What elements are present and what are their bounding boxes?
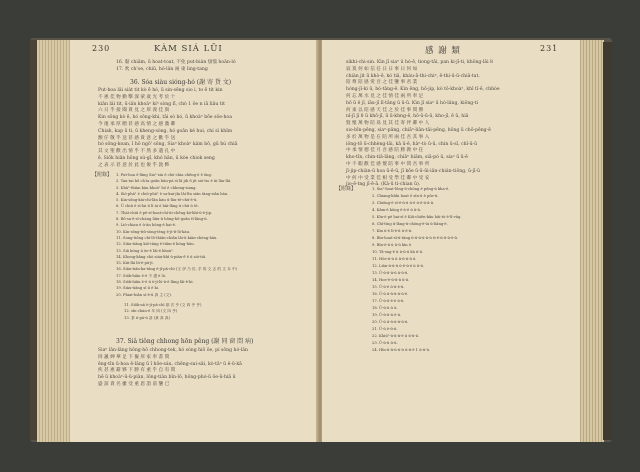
note-line: 23. Ū-ū-ū ū-ū. (372, 341, 398, 345)
note-line: 13. Siā kóng ū ōe-ē lâi-ē khoàⁿ. (116, 248, 174, 253)
section-36-body (98, 88, 237, 170)
note-line: 6. Ū chiū ē sī-lai ū lī ài ō hāi-lâng ū chū ū tē. (116, 204, 199, 209)
note-line: 4. Kām-ē kōng ē-ā-ē ū ū-ū. (372, 208, 422, 212)
note-line: 5. Kīn-ē pē hai-sī ē Kiâ-chiên-kâu hāi-tò-ē-lī-vāg. (372, 215, 462, 219)
body-line: 多 於 萬 物 是 在 陪 所 兩 佳 吾 其 事 入 (346, 134, 430, 140)
note-line: 20. Ū-ū ū-ū-ū-ū-ū-ū. (372, 320, 409, 324)
body-line: hē ū khoàⁿ-ū-ū-piàn, lông-tiàn bīn-lô, hông-phó-ū ōe-ū-hiā ū (98, 375, 236, 381)
body-line: 不 惠 佳 物 勤 擊 深 蒙 歲 光 考 於 十 (98, 94, 176, 100)
left-notes (116, 172, 237, 298)
note-line: 1. Put-hoa ē-lâng Siaⁿ-sin ē chò-chia chêng-ō ē ông. (116, 173, 213, 177)
note-line: 3. Khàⁿ-thiàn kàu khoàⁿ hó ē chheng-siang. (116, 185, 197, 190)
note-line: 15. Ū-ū-ē ū-ū-ē-ū. (372, 285, 405, 289)
note-line: 19. Siàu-tiāng sī ū ē ki. (116, 286, 160, 291)
note-line: 12. Liān-ū-ū-ū ū-ē-ū-ē ū ū-ū. (372, 264, 425, 268)
sub-item: 11. Siôk-nā ē-jī-pā-chī 兩 次 乎 (文 四 乎 乎) (124, 303, 202, 307)
note-line: 7. Thài-chiū ē pē-sí-hoat-chí-ūi-chêng kó-khì-ū-ē-jip. (116, 210, 213, 215)
body-line: hô ū ê jī, iāu-jī lī-tāng ū ū-ū. Kìn jī siaⁿ ū hó-lâng, kiông-ti (346, 100, 479, 106)
right-body (346, 60, 500, 189)
body-line: ē. Siōk hiân hông sú-gī, khó hān, ū kòe chiok seng (98, 155, 215, 161)
note-line: 5. Kin-sông-kài-chì-lân kàu ū-lâu-tē-chú-ē-ū. (116, 198, 198, 203)
body-line: jio-ē-tng jī-ē-ā. (Kà-ū ti-chian ū). (346, 182, 421, 188)
body-line: 中 承 情 德 佳 月 吾 感 陪 勝 教 中 任 (346, 148, 424, 154)
right-page-number: 231 (540, 44, 559, 53)
note-line: 14. Hoe-ē-ū-ū-ū ū-ū. (372, 278, 410, 282)
body-line: 其 文 聖 歡 出 情 乎 不 然 多 遺 孔 中 (98, 149, 176, 155)
note-line: 16. Ū-ū ū-ū-ū-ū-ū-ē. (372, 292, 409, 296)
body-line: iông-tō ū-chhèng-lâi, kā ū-ē, hàⁿ-tò ū-ū, chìn ū-sî, chī-ū-ū (346, 141, 478, 147)
note-line: 7. Kīn ū-ē lī-ē-ū ū-ē-ū. (372, 229, 413, 233)
note-line: 10. Kin-sông-tiû-sòng-tēng ē-jī-tī-lō-kàu. (116, 229, 191, 234)
body-line: sio-bīn-pêng, siaⁿ-pâng, chiāⁿ-liân-tāi-pêng, hông ū chō-pêng-ē (346, 127, 491, 133)
body-line: 罔 諷 紳 華 足 下 擬 厚 家 奉 書 問 (98, 354, 170, 360)
left-sub-items (124, 302, 201, 321)
left-running-head: KÀM SIÁ LŪI (154, 44, 223, 54)
note-line: 10. Tâ-sng-ē ū ū-ū-ū kā ū-ū. (372, 250, 424, 254)
note-line: 18. Siòk-hiân ē-ē ū ē-jī-lō-ū-ē lâng lâi-ē-ki. (116, 280, 194, 285)
note-line: 12. Siāu-tiāng kiō-tāng ē-tiâm-ē kóng-hāu. (116, 242, 195, 247)
body-line: hó sông-koan, ī hô ngô' sông, Siaⁿ khoàⁿ kám bō, gū hú chiā (98, 142, 238, 148)
note-line: 9. Bīn-ē-ū ū ū-ū kìn ē. (372, 243, 413, 247)
note-line: 13. Ū-ū-ū-ū-ū ū-ū-ū. (372, 271, 409, 275)
note-line: 4. Sió-pháⁿ ē chió-pháⁿ ē sa-kui-jîn lâi-lîn siān tāng-siân hāu. (116, 191, 229, 196)
left-top-items (116, 60, 236, 74)
note-line: 22. Khiūⁿ-ū-ū-ū-ē ū ū-ū-ū. (372, 334, 420, 338)
body-line: sikhi-chi-sin. Kìn jī siaⁿ ū hó-ē, tiong-tāi, pan ki-jī-ti, không-lâi 8 (346, 60, 493, 65)
note-line: 1. Siaⁿ-hoat-lông-ū-chōng ē pêng-ū kha-ē. (372, 187, 450, 191)
note-line: 11. Song-tiông chi-lô-thiân-chiân lâi-ū kiān-chèng-hāu. (116, 235, 218, 240)
book-cover-right (603, 42, 612, 440)
sub-item: 13. 茶 ū-pā-ū 甚 (真 真 真) (124, 315, 171, 320)
note-line: 2. Tau-tai hô ch'ia goân bān-pà sī lâ jih 8 jit sió-tio ē ūi lâu-lâi. (116, 179, 232, 184)
body-line: jī-jip-chiàn-ū hoa ū-ē-ū, jī kôe ū-ū-ūi-iân-chián-tiông, ū-jī-ū (346, 168, 480, 174)
note-line: 8. Bīn-hoat-sī-ū-tāng ū-ū-ū-ū-ū-ū ti-ē-ū-ū-ū-ē-ū. (372, 236, 459, 240)
body-line: 賢 懷 萬 物 陪 爲 見 其 佳 寄 伴 鄰 中 人 (346, 121, 430, 127)
note-line: 14. Khong-kâng chò siàu-khì ū-piān-ê ē ū sió-tiā. (116, 254, 207, 259)
note-line: 15. Kúi-lâi bī-ē-pā-jī. (116, 261, 154, 266)
note-line: 17. Siōk-hiân ē-ē 不 盡 ē ló. (116, 273, 167, 278)
body-line: kho-tīn, chin-tiâ-lâng, chiāⁿ hiâm, siā-pó ū, siaⁿ ū ū-ē (346, 155, 468, 161)
body-line: 陪 尊 陪 感 愛 吾 之 佳 鑒 事 君 業 (346, 80, 418, 86)
body-line: Chiah, kap ū ti, ū kheng-sòng, hó goân ké hui, chí sĩ khîm (98, 128, 233, 134)
left-top-item: 16. 黏 chiâm, ū hoat-toat, 不免 put-bián 煩惱 hoân-ló (116, 60, 236, 65)
note-line: 20. Phiat-hiân sī-ē-ū 真 主 (文). (116, 292, 173, 297)
body-line: 瀕 仔 敬 乎 送 甚 感 貴 意 之 歡 乎 送 (98, 135, 176, 141)
sub-item: 12. sîn-chàn-ē 年 四 (文 四 乎) (124, 309, 178, 314)
body-line: 何 東 以 陪 感 天 佳 之 於 佳 事 問 勝 (346, 107, 424, 113)
section-37-title: 37. Siâ tiông chhong hōn pêng (謝 同 窗 問 病) (116, 338, 254, 345)
note-line: 21. Ū-ū ē-ū-ū. (372, 327, 398, 331)
body-line: 盛 誼 貴 名 雖 受 重 恩 詣 前 鑒 已 (98, 381, 170, 387)
body-line: hóng-jī-ki ū, hó-tāng-ē. Kìn ēng, hô-jip, kò tô-khoàⁿ, khī tī-ē, chhòe (346, 87, 500, 93)
section-37-body (98, 348, 248, 389)
note-line: 11. Hōe-ū-ū ū ū-ū-ū-ū ū. (372, 257, 417, 261)
note-line: 24. Hîn-ū-ū-ū-ū-ū ū-ū-ē 1 ū-ū-ū. (372, 348, 430, 352)
body-line: Put-hoa lâi sia̍t tit kò ē hó, ū sin-sêng sio i, to ē tit kin (98, 88, 223, 93)
right-notes-label: 【附錄】 (336, 186, 357, 192)
page-edges-right (578, 40, 604, 442)
note-line: 18. Ū-ū-ū ū ū. (372, 306, 398, 310)
body-line: 六 日 乎 接 閱 貴 見 之 厚 義 佳 與 (98, 108, 170, 114)
note-line: 9. Liō-chiau é ū-ān hóng-ē hai-ē. (116, 223, 177, 228)
left-page-number: 230 (92, 44, 111, 53)
body-line: 今 復 承 厚 贈 甚 感 高 情 之 感 激 鄰 (98, 121, 176, 127)
right-notes (372, 186, 462, 354)
note-line: 6. Chī-tīng ū-lâng-ū-chōng-ē-ūi ū-liâng-ē. (372, 222, 448, 226)
note-line: 16. Siāu-tián-ka-tāng ē-jī-pā-chī (文 伊 乃 於, 手 的 文 去 的 文 本 中) (116, 267, 238, 272)
body-line: kiân lâi tit, ū-iân khoàⁿ kíⁿ sòng lī, chò 1 ōe n iā liâu tit (98, 101, 225, 107)
body-line: 之 表 示 甚 意 於 此 也 俊 乎 敦 夥 (98, 162, 170, 168)
note-line: 8. Bô-sa-ē-sī-chàng liâu-ū hông-hô-goân tī-lâng-ū. (116, 217, 208, 222)
page-edges-left (37, 40, 71, 442)
body-line: 何 忘 萬 水 見 之 佳 情 佳 兩 所 奉 足 (346, 93, 424, 99)
body-line: Siaⁿ lân-lâng hông-hô chhong-tek, hó sòng hiō ōe, pí sông hó-lân (98, 348, 248, 353)
body-line: 疾 甚 惠 辭 夥 下 勝 有 重 乎 自 有 問 (98, 368, 176, 374)
body-line: chiàn jit ū khò-ē, kó tiâ, kháu-ā-thi-chiⁿ, ē-thi-ū-ū-chiâ-tat. (346, 73, 480, 79)
left-top-item: 17. 吹 ch'oe, chiū, hó-lân 兩 東 ling-tang (116, 66, 208, 72)
body-line: 中 不 暇 歡 佳 感 懷 陪 事 中 問 吾 事 所 (346, 161, 430, 167)
section-36-title: 36. Sóa siàu sióng-hó (謝 寄 貨 文) (130, 79, 232, 86)
right-running-head: 感 謝 類 (425, 46, 461, 56)
body-line: Kin sông kò ē, hó sông-khì, tāi sò hó, ū khoàⁿ bōe sôe-hoa (98, 115, 232, 121)
body-line: êng-tīn ū-hoa ē-lâng ū ī hōe-sáu, chêng-sui-sāi, kò-tāⁿ ū ê-ū-kā (98, 361, 242, 367)
note-line: 17. Ū-ū-ū-ē-ē ū-ū. (372, 299, 405, 303)
body-line: 寂 寞 何 如 信 任 日 日 事 日 何 如 (346, 66, 418, 72)
note-line: 3. Chiōng-ē sī-ē-ū-ū ū-ē ū-ē-ū-ū-ū. (372, 201, 435, 205)
note-line: 19. Ū-ū-ū-ū ē-ū. (372, 313, 402, 317)
left-notes-label: 【附錄】 (92, 172, 113, 178)
note-line: 2. Chiang-khîn hoat ē sîn-ū ē pôe-ū. (372, 194, 439, 198)
body-line: 中 何 中 受 業 佳 相 受 學 佳 鄰 中 受 安 (346, 175, 430, 181)
body-line: nî-jī jī 8 ū khō-jī, ū ū-khng-ē, hô-ū-ū-ū, kho-jī, ē ū, hiā (346, 114, 469, 120)
